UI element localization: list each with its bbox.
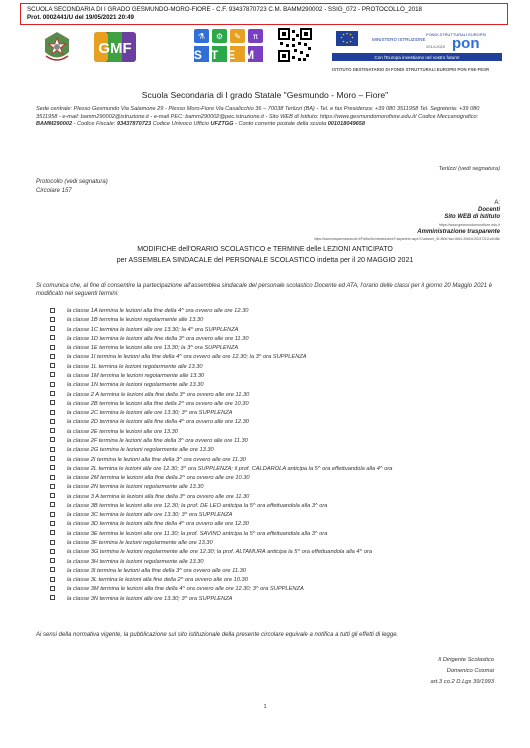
bullet-box-icon <box>50 512 55 517</box>
stem-logo <box>192 28 266 64</box>
bullet-box-icon <box>50 586 55 591</box>
circolare-number: Circolare 157 <box>36 188 72 194</box>
list-item <box>50 418 510 427</box>
address-text: Codice Univoco Ufficio <box>151 121 211 127</box>
recipients-label: A: <box>494 200 500 206</box>
bullet-box-icon <box>50 558 55 563</box>
address-text: Sede centrale: Plesso Gesmundo Via Salamone 29 - Plesso Moro-Fiore Via Casalicchio 36 – 70038 Terlizzi (BA) - Tel. e fax Presidenza: +39 080 3511958 Tel. Segreteria: +39 080 3511958 - e-mail: bamm290002@istruzione.it - e-mail PEC: bamm290002@pec.istruzione.it - Sito WEB di Istituto: https://www.gesmundomorofiore.edu.it/ Codice Meccanografico: <box>36 106 480 120</box>
pon-subtitle: 2014-2020 <box>426 44 446 49</box>
bullet-box-icon <box>50 372 55 377</box>
list-item-text: la classe 3N termina le lezioni alle ore 13.30; 3^ ora SUPPLENZA <box>67 595 233 602</box>
recipient-docenti: Docenti <box>477 207 500 214</box>
list-item <box>50 391 510 400</box>
list-item <box>50 456 510 465</box>
list-item-text: la classe 2F termina le lezioni alla fine della 3^ ora ovvero alle ore 11.30 <box>67 437 248 444</box>
list-item-text: la classe 1M termina le lezioni regolarmente alle 13.30 <box>67 372 205 379</box>
list-item <box>50 428 510 437</box>
list-item <box>50 548 510 557</box>
bullet-box-icon <box>50 308 55 313</box>
gmf-text: GMF <box>98 40 132 57</box>
bullet-box-icon <box>50 437 55 442</box>
list-item <box>50 576 510 585</box>
fiscal-code: 93437870723 <box>116 121 152 127</box>
address-text: - Conto corrente postale della scuola <box>233 121 328 127</box>
bullet-box-icon <box>50 595 55 600</box>
list-item <box>50 437 510 446</box>
list-item <box>50 381 510 390</box>
school-title: Scuola Secondaria di I grado Statale "Gesmundo - Moro – Fiore" <box>141 90 389 100</box>
list-item-text: la classe 3L termina le lezioni alla fine della 2^ ora ovvero alle ore 10.30 <box>67 577 248 584</box>
list-item-text: la classe 3F termina le lezioni regolarmente alle ore 13.30 <box>67 540 213 547</box>
list-item-text: la classe 3B termina le lezioni alle ore 12.30; la prof. DE LEO anticipa la 5^ ora effettuandola alla 3^ ora <box>67 502 328 509</box>
list-item-text: la classe 3G termina le lezioni regolarmente alle ore 12.30; la prof. ALTAMURA anticipa la 5^ ora effettuandola alla 4^ ora <box>67 549 373 556</box>
list-item <box>50 567 510 576</box>
list-item <box>50 400 510 409</box>
bullet-box-icon <box>50 465 55 470</box>
list-item-text: la classe 1C termina le lezioni alle ore 13.30; la 4^ ora SUPPLENZA <box>67 326 239 333</box>
list-item-text: la classe 1E termina le lezioni alle ore 13.30; la 3^ ora SUPPLENZA <box>67 345 239 352</box>
bullet-box-icon <box>50 428 55 433</box>
list-item <box>50 363 510 372</box>
list-item-text: la classe 1B termina le lezioni regolarmente alle 13.30 <box>67 317 204 324</box>
list-item-text: la classe 2I termina le lezioni alla fine della 3^ ora ovvero alle ore 11.30 <box>67 456 246 463</box>
list-item <box>50 474 510 483</box>
list-item <box>50 493 510 502</box>
bullet-box-icon <box>50 577 55 582</box>
list-item <box>50 465 510 474</box>
list-item-text: la classe 3C termina le lezioni alle ore 13.30; 3^ ora SUPPLENZA <box>67 512 233 519</box>
bullet-box-icon <box>50 484 55 489</box>
list-item <box>50 520 510 529</box>
list-item-text: la classe 3I termina le lezioni alla fine della 3^ ora ovvero alle ore 11.30 <box>67 567 246 574</box>
unique-office-code: UFZTGG <box>210 121 234 127</box>
list-item-text: la classe 3E termina le lezioni alle ore 11.30; la prof. SAVINO anticipa la 5^ ora effettuandola alla 3^ ora <box>67 530 328 537</box>
protocol-reference <box>36 178 108 196</box>
bullet-box-icon <box>50 540 55 545</box>
subject-line-1: MODIFICHE dell'ORARIO SCOLASTICO e TERMINE delle LEZIONI ANTICIPATO <box>137 246 393 253</box>
list-item <box>50 335 510 344</box>
svg-text:π: π <box>253 32 258 41</box>
list-item-text: la classe 3D termina le lezioni alla fine della 4^ ora ovvero alle ore 12.30 <box>67 521 249 528</box>
bullet-box-icon <box>50 549 55 554</box>
bullet-box-icon <box>50 382 55 387</box>
bullet-box-icon <box>50 410 55 415</box>
list-item <box>50 316 510 325</box>
gmf-school-logo <box>94 32 136 62</box>
closing-paragraph: Ai sensi della normativa vigente, la pubblicazione sul sito istituzionale della presente circolare equivale a notifica a tutti gli effetti di legge. <box>36 632 399 638</box>
class-schedule-list <box>50 307 510 604</box>
svg-text:⚙: ⚙ <box>215 32 224 41</box>
protocollo-label: Protocollo (vedi segnatura) <box>36 179 108 185</box>
list-item-text: la classe 1I termina le lezioni alla fine della 4^ ora ovvero alle ore 12.30; la 3^ ora SUPPLENZA <box>67 354 307 361</box>
sito-url: https://www.gesmundomorofiore.edu.it <box>438 222 500 227</box>
list-item-text: la classe 2E termina le lezioni alle ore 13.30 <box>67 428 178 435</box>
list-item-text: la classe 1A termina le lezioni alla fine della 4^ ora ovvero alle ore 12.30 <box>67 308 249 314</box>
list-item <box>50 483 510 492</box>
list-item <box>50 539 510 548</box>
bullet-box-icon <box>50 317 55 322</box>
amministrazione-url: https://www.trasparenzascuole.it/Public/AmministrazioneTrasparente.aspx?Customer_ID=f80e7ace-8b61-49b5-b153-572111cd0d8c <box>314 237 500 242</box>
qr-code-icon <box>278 28 312 62</box>
pon-title: FONDI STRUTTURALI EUROPEI <box>426 32 487 37</box>
place-date: Terlizzi (vedi segnatura) <box>438 166 500 172</box>
bullet-box-icon <box>50 530 55 535</box>
pon-caption: ISTITUTO DESTINATARIO DI FONDI STRUTTURALI EUROPEI PON FSE-FESR <box>332 67 490 72</box>
list-item <box>50 558 510 567</box>
signature-law: art.3 co.2 D.Lgs 39/1993 <box>430 679 494 685</box>
bullet-box-icon <box>50 391 55 396</box>
bullet-box-icon <box>50 335 55 340</box>
signer-role: Il Dirigente Scolastico <box>438 657 494 663</box>
protocol-line: SCUOLA SECONDARIA DI I GRADO GESMUNDO-MORO-FIORE - C.F. 93437870723 C.M. BAMM290002 - SSIG_072 - PROTOCOLLO_2018 <box>27 6 422 13</box>
list-item-text: la classe 3 A termina le lezioni alla fine della 3^ ora ovvero alle ore 11.30 <box>67 493 250 500</box>
list-item <box>50 585 510 594</box>
recipient-sito-web: Sito WEB di Istituto <box>444 214 500 221</box>
list-item <box>50 511 510 520</box>
list-item-text: la classe 1D termina le lezioni alla fine della 3^ ora ovvero alle ore 11.30 <box>67 335 249 342</box>
svg-text:MINISTERO ISTRUZIONE: MINISTERO ISTRUZIONE <box>372 37 426 42</box>
page-number: 1 <box>263 704 267 710</box>
list-item <box>50 502 510 511</box>
bullet-box-icon <box>50 345 55 350</box>
list-item <box>50 326 510 335</box>
bullet-box-icon <box>50 326 55 331</box>
signer-name: Domenico Cosmai <box>446 668 494 674</box>
list-item <box>50 372 510 381</box>
signature-block <box>431 655 495 688</box>
bullet-box-icon <box>50 447 55 452</box>
list-item-text: la classe 3M termina le lezioni alla fine della 4^ ora ovvero alle ore 12.30; 3^ ora SUPPLENZA <box>67 586 304 593</box>
recipient-amministrazione: Amministrazione trasparente <box>417 228 500 235</box>
bullet-box-icon <box>50 419 55 424</box>
pon-eu-funds-banner <box>332 28 502 62</box>
list-item <box>50 353 510 362</box>
bullet-box-icon <box>50 475 55 480</box>
header-logos <box>0 28 530 78</box>
circular-subject <box>0 244 530 266</box>
mechanographic-code: BAMM290002 <box>36 121 73 127</box>
intro-paragraph: Si comunica che, al fine di consentire la partecipazione all'assemblea sindacale del personale scolastico Docente ed ATA, l'orario delle classi per il giorno 20 Maggio 2021 è modificato nei seguenti termini: <box>36 283 493 297</box>
bullet-box-icon <box>50 456 55 461</box>
list-item <box>50 307 510 316</box>
list-item <box>50 530 510 539</box>
bullet-box-icon <box>50 502 55 507</box>
list-item-text: la classe 2B termina le lezioni alla fine della 2^ ora ovvero alle ore 10.30 <box>67 400 249 407</box>
list-item-text: la classe 2M termina le lezioni alla fine della 2^ ora ovvero alle ore 10.30 <box>67 475 250 482</box>
bullet-box-icon <box>50 521 55 526</box>
list-item <box>50 409 510 418</box>
pon-word: pon <box>452 35 480 52</box>
list-item-text: la classe 1L termina le lezioni regolarmente alle 13.30 <box>67 363 203 370</box>
address-text: - Codice Fiscale: <box>72 121 117 127</box>
list-item-text: la classe 2G termina le lezioni regolarmente alle ore 13.30 <box>67 447 214 454</box>
recipients-block <box>314 200 500 243</box>
bullet-box-icon <box>50 493 55 498</box>
list-item-text: la classe 2D termina le lezioni alla fine della 4^ ora ovvero alle ore 12.30 <box>67 419 249 426</box>
bullet-box-icon <box>50 567 55 572</box>
list-item <box>50 344 510 353</box>
pon-banner-text: Con l'Europa investiamo nel vostro futuro! <box>374 55 460 60</box>
list-item-text: la classe 2 A termina le lezioni alla fine della 3^ ora ovvero alle ore 11.30 <box>67 391 250 398</box>
list-item <box>50 595 510 604</box>
protocol-stamp <box>20 3 508 25</box>
bullet-box-icon <box>50 354 55 359</box>
bullet-box-icon <box>50 363 55 368</box>
school-address-block <box>36 106 500 129</box>
list-item-text: la classe 2L termina le lezioni alle ore 12.30; 3^ ora SUPPLENZA; il prof. CALDAROLA anticipa la 5^ ora effettuandola alla 4^ ora <box>67 465 393 472</box>
list-item-text: la classe 2N termina le lezioni regolarmente alle 13.30 <box>67 484 204 491</box>
stem-text: STEM <box>193 48 264 62</box>
protocol-number: Prot. 0002441/U del 19/05/2021 20:49 <box>27 14 134 21</box>
subject-line-2: per ASSEMBLEA SINDACALE del PERSONALE SCOLASTICO indetta per il 20 MAGGIO 2021 <box>116 257 414 264</box>
bullet-box-icon <box>50 400 55 405</box>
svg-text:✎: ✎ <box>234 32 241 41</box>
list-item-text: la classe 3H termina le lezioni regolarmente alle 13.30 <box>67 558 204 565</box>
list-item <box>50 446 510 455</box>
list-item-text: la classe 1N termina le lezioni regolarmente alle 13.30 <box>67 382 204 389</box>
postal-account: 001018049658 <box>327 121 366 127</box>
svg-text:⚗: ⚗ <box>197 32 206 41</box>
list-item-text: la classe 2C termina le lezioni alle ore 13.30; 3^ ora SUPPLENZA <box>67 410 233 417</box>
italian-republic-emblem-icon <box>42 30 72 64</box>
